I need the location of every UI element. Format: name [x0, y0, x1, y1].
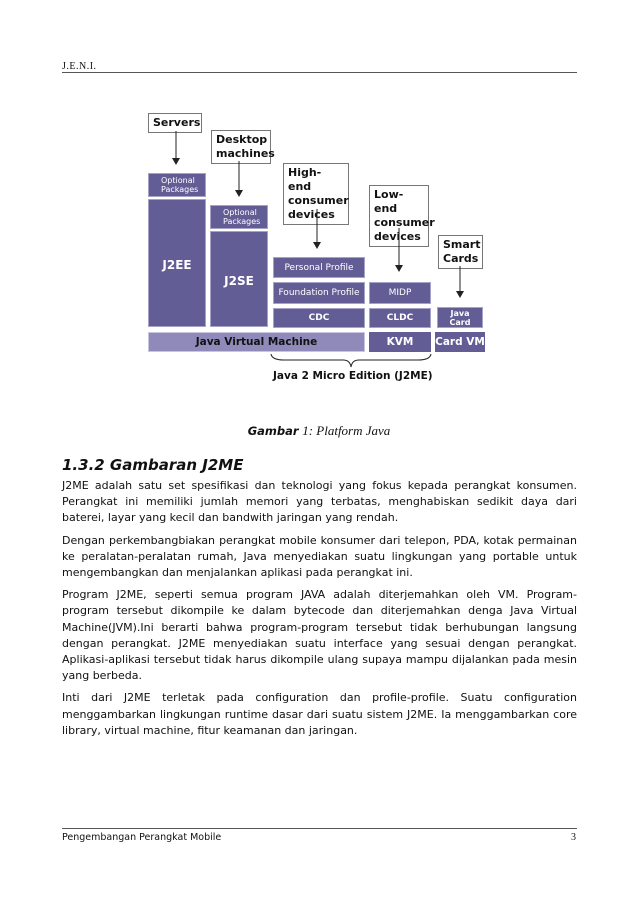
caption-prefix: Gambar — [247, 424, 299, 438]
optional-packages-j2ee: Optional Packages — [148, 173, 206, 197]
arrow-servers — [171, 131, 181, 165]
section-body — [62, 478, 577, 745]
j2me-label: Java 2 Micro Edition (J2ME) — [273, 370, 433, 382]
running-header: J.E.N.I. — [62, 61, 97, 72]
servers-label: Servers — [148, 113, 202, 133]
personal-profile-block: Personal Profile — [273, 257, 365, 278]
paragraph-3: Program J2ME, seperti semua program JAVA adalah diterjemahkan oleh VM. Program-program tersebut dikompile ke dalam bytecode dan diterjemahkan denga Java Virtual Machine(JVM).Ini berarti bahwa program-program tersebut tidak berhubungan langsung dengan perangkat. J2ME menyediakan suatu interface yang sesuai dengan perangkat. Aplikasi-aplikasi tersebut tidak harus dikompile ulang supaya mampu dijalankan pada mesin yang berbeda. — [62, 588, 577, 683]
figure-caption — [0, 423, 638, 439]
arrow-high-end — [312, 209, 322, 249]
paragraph-2: Dengan perkembangbiakan perangkat mobile konsumer dari telepon, PDA, kotak permainan ke peralatan-peralatan rumah, Java menyediakan suatu lingkungan yang portable untuk mengembangkan dan menjalankan aplikasi pada perangkat ini. — [62, 533, 577, 580]
footer-rule — [62, 828, 577, 829]
low-end-label: Low-end consumer devices — [369, 185, 429, 247]
arrow-desktop — [234, 161, 244, 197]
caption-text: : Platform Java — [308, 423, 391, 438]
midp-block: MIDP — [369, 282, 431, 304]
paragraph-4: Inti dari J2ME terletak pada configuration dan profile-profile. Suatu configuration menggambarkan lingkungan runtime dasar dari suatu sistem J2ME. Ia menggambarkan core library, virtual machine, fitur keamanan dan jaringan. — [62, 691, 577, 737]
foundation-profile-block: Foundation Profile — [273, 282, 365, 304]
smart-cards-label: Smart Cards — [438, 235, 483, 269]
paragraph-1: J2ME adalah satu set spesifikasi dan teknologi yang fokus kepada perangkat konsumen. Perangkat ini memiliki jumlah memori yang terbatas, menghabiskan sedikit daya dari baterei, layar yang kecil dan bandwith jaringan yang rendah. — [62, 479, 577, 525]
j2se-block: J2SE — [210, 231, 268, 327]
caption-number: 1 — [302, 423, 309, 438]
arrow-smart-cards — [455, 266, 465, 298]
section-heading: 1.3.2 Gambaran J2ME — [62, 456, 244, 474]
desktop-label: Desktop machines — [211, 130, 271, 164]
arrow-low-end — [394, 228, 404, 272]
footer-title: Pengembangan Perangkat Mobile — [62, 832, 222, 843]
java-card-block: Java Card — [437, 307, 483, 328]
j2me-brace — [270, 353, 432, 369]
java-virtual-machine-bar: Java Virtual Machine — [148, 332, 365, 352]
java-platform-diagram — [0, 0, 638, 400]
optional-packages-j2se: Optional Packages — [210, 205, 268, 229]
cdc-block: CDC — [273, 308, 365, 328]
kvm-bar: KVM — [369, 332, 431, 352]
high-end-label: High-end consumer devices — [283, 163, 349, 225]
cldc-block: CLDC — [369, 308, 431, 328]
card-vm-bar: Card VM — [435, 332, 485, 352]
j2ee-block: J2EE — [148, 199, 206, 327]
page-number: 3 — [571, 832, 576, 843]
